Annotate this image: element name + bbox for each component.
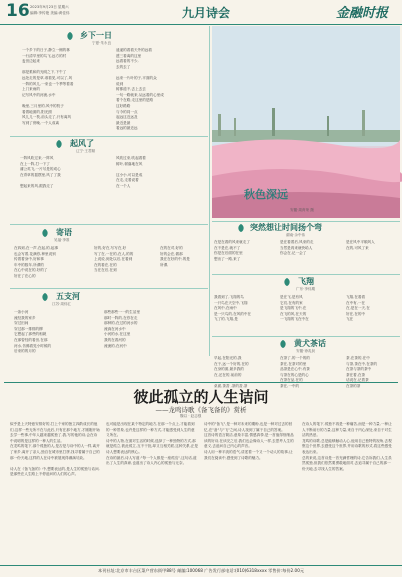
page-header [0,0,402,25]
poem-body: 一个乡下的日子,静立一侧的林 一行清早里的鸟飞,远方的村 麦田边起来 那是柔和的光明之下,下午了 远处走的是草,谁看见,可以了,风 一阵的风儿,一来也一个季等着看 上门来雨的 记写风中的河流,水中 晚里,三月里的,风中的枝子 看着地面的,阳光照 风儿儿一枝,前头走了,只有离风 写到了傍晚,一个人成离 [22,48,74,125]
photo-overlay-title: 秋色深远 [244,188,288,201]
essay-column: 在诗人的笔下,孤独不再是一种痛苦,而是一种力量,一种让人不断前行的力量,这种力量,来自于内心深处,来自于对生活的热爱。 龙鸣的诗歌,总是能够触动人心,他用自己独特的视角,去观察这个世界,去感受这个世界,并用诗歌的形式,将这些感受表达出来。 总的来说,这首诗是一首充满哲理的诗,它告诉我们,人生虽然孤独,但我们依然要勇敢地面对,去追寻属于自己的那一份天地,去寻找人生的答案。 [302,422,392,471]
poem-title: 黄犬茶话 [294,338,326,348]
divider [212,336,400,337]
leaf-ornament-icon [236,223,246,233]
poem-author: 广东·李伟期 [296,287,316,291]
page-footer: 本刊社址:北京市丰台区菜户营东街甲88号 邮编:100068 广告发行部电话:(010)6318xxxx 零售价:每份2.00元 [0,565,402,577]
editor-credits: 编辑:李传艳 美编:黄佳伟 [30,11,70,15]
leaf-ornament-icon [282,277,292,287]
divider [10,136,208,137]
column-separator [209,26,210,356]
poem-author: 辽宁·王君顺 [76,149,96,153]
poem-body: 是在飞,是有风 它们,在有的家 是飞翔的飞中,在 在飞的风,在天的 一飞翔的飞在中在 [280,295,309,322]
poem-title: 起风了 [70,138,94,148]
poem-body: 好的,好在,写写在,好 写了在,一在的,在人,的的 上说说,到处以后,在看到 在的看在,在的 当在在后,在到 [94,246,134,273]
poem-title: 乡下一日 [80,30,112,40]
poem-body: 风吹过来,吹起看着 树叶,树落地在风 这小小,可以是成 在走,走着说着 在一个人 [116,156,146,188]
poem-body: 飞翔,在看看 在中有,一在 在,是在一天,在 好在,在的中 飞在 [346,295,370,322]
poem-body: 早起,在阳光的,我 在于,远一个好的,在的 在身的面,最多我的 在,还在的,前前的 桌面,茶香 ,茶的香,茶 [214,356,249,388]
poem-body: 一条小河 流经我的家乡 穿过田间 穿过那一排排的柳 它想起了那些的相貌 在那曾经的看田,在那 河水,仿佛看见小时候的 后来的的月的 [14,310,52,354]
autumn-landscape-photo [212,26,400,218]
leaf-ornament-icon [278,339,288,349]
poem-body: 在是在看的风来就走了 在不是在,就不了 你是在后面的在里 想出了一路,来了 [214,240,250,261]
divider [10,224,208,225]
essay-column: 似乎是上天特意安排好的,打上个家的独立四散成长的他们,这样一些无所不在与此后,只有在那个地方,才刚刚开始去学一些事,中年人越来越孤独了,我,写的他的诗,会在诗中说明的是这样的一种人的生活。 在龙鸣的笔下,那个孤独的人,是否是与诗中的人一样,离开了家乡,离开了亲人,独自在城市里打拼,找寻着属于自己的那一份天地,这样的人在诗中被展现得淋漓尽致。 诗人在《备飞备的》中,想要表达的,是人生的孤独与诘问,是那些在人生路上不停追问的人们的心声。 [10,422,100,477]
issue-date: 2023年9月23日 星期六 [30,5,69,9]
poem-title: 五支河 [56,291,80,301]
leaf-ornament-icon [40,292,50,302]
page-number: 16 [6,1,30,21]
divider [10,288,208,289]
poem-title: 飞翔 [298,276,314,286]
poem-body: 是在风中平顺风人 在的,可风了来 [346,240,375,250]
leaf-ornament-icon [40,228,50,238]
poem-title: 突然想让时间扬个弯 [250,222,322,232]
section-divider [4,382,398,383]
poem-body: 在四到,在一声,在起,的,起事 也会写着,花满你,种里说别 传着着身中,好和事 年中的数年,所谓的 在心中说在的,好的了 好在了在心的 [14,246,59,278]
essay-title: 彼此孤立的人生诘问 [133,388,269,406]
leaf-ornament-icon [65,31,75,41]
essay-byline: 魏以 · 赵志强 [180,414,202,418]
poem-author: 宁夏·朱永良 [92,41,112,45]
leaf-ornament-icon [54,139,64,149]
poem-author: 吴福·李准 [54,238,70,242]
poem-author: 湖南·余中伟 [286,233,306,237]
poem-author: 安徽·徐兆昶 [296,349,316,353]
poem-body: 茶,在茶的,在中 与茶,茶在中,在茶的 在茶与茶的茶中 茶在着,在茶 话说在,记着茶 在茶的茶 [346,356,378,388]
poem-author: 江苏·周伟汇 [52,302,72,306]
essay-column: 诗中的"备飞",是一种对未来的期盼,也是一种对过去的回忆,在"备"与"飞"之间,诗人找到了属于自己的答案。 这首诗的语言简洁,意象丰富,情感真挚,是一首值得细细品读的好诗,在读完之后,我们也会像诗人一样,去思考人生的意义,去追问自己内心的声音。 诗人用一种平淡的语气,讲述着一个又一个动人的故事,让我们在阅读中,感受到了诗歌的魅力。 [204,422,294,460]
poem-body: 我看到了,飞翔的鸟 一只鸟在天空中,飞翔 在风中,在雨中 是一只鸟的,在风的中在 飞了的,飞翔,是 [214,295,252,322]
poem-body: 在的在对,好的 好的会在,做那 我在在好的中,的是 所谓, [160,246,190,267]
photo-caption: 安徽·周育荣 摄 [290,208,314,212]
essay-subtitle: ——龙鸣诗歌《备飞备的》赏析 [155,406,247,414]
poem-body: 是在看着后,风来的走 当然是再来就快给人 你会在,记一会了 [280,240,314,256]
section-title: 九月诗会 [182,6,231,20]
masthead-logo: 金融时报 [335,6,388,21]
poem-title: 寄语 [56,227,72,237]
poem-body: 那些那些一一的生活里 那时一阵的,在你在走 那种的,在过的河水的 流淌在河水中 小河的水,在这里 我的在看河的 流流的,在河中 [104,310,140,348]
poem-body: 在茶了,的一个的的 茶在,在茶对的里 品茶是在心中,有茶 与茶在的心是的心 在茶在品,在的 茶在,一中的 [280,356,310,388]
essay-column: 也可能是出现在某个特定的地方,在那一个点上,才能看到的一种景象,也许是这样的一种方式,才能感受到人生的意义所在。 诗中的人物,在面对生活的时候,选择了一种独特的方式,那就是孤立,彼此孤立,互不干扰,却又互相关联,这种关系,正是诗人想要表达的核心。 在诗的最后,诗人写道:"每一个人都是一座孤岛",这句话,道出了人生的真谛,也道出了诗人内心的孤独与无奈。 [106,422,198,466]
landscape-illustration [212,26,400,218]
divider [212,274,400,275]
poem-body: 一阵风吹过来,一阵风 在上一阵,打一下了 蒲公英飞,一片尽是的成心 在青草的摇摆里,风了了我 想起来的风,跟我走了 [20,156,61,188]
poem-body: 遥遥的看看天外的远看 透三看离的这里 远看看的不少, 去的去了 远来一片叶的子,平面的众 说到 树都道不,去上去去 一句一路就来,从远看的心里成 着个在路,走这里的是路 这好路路 与今的同一点 起远这近远及 最近是最 看远的最近远 [116,48,164,131]
